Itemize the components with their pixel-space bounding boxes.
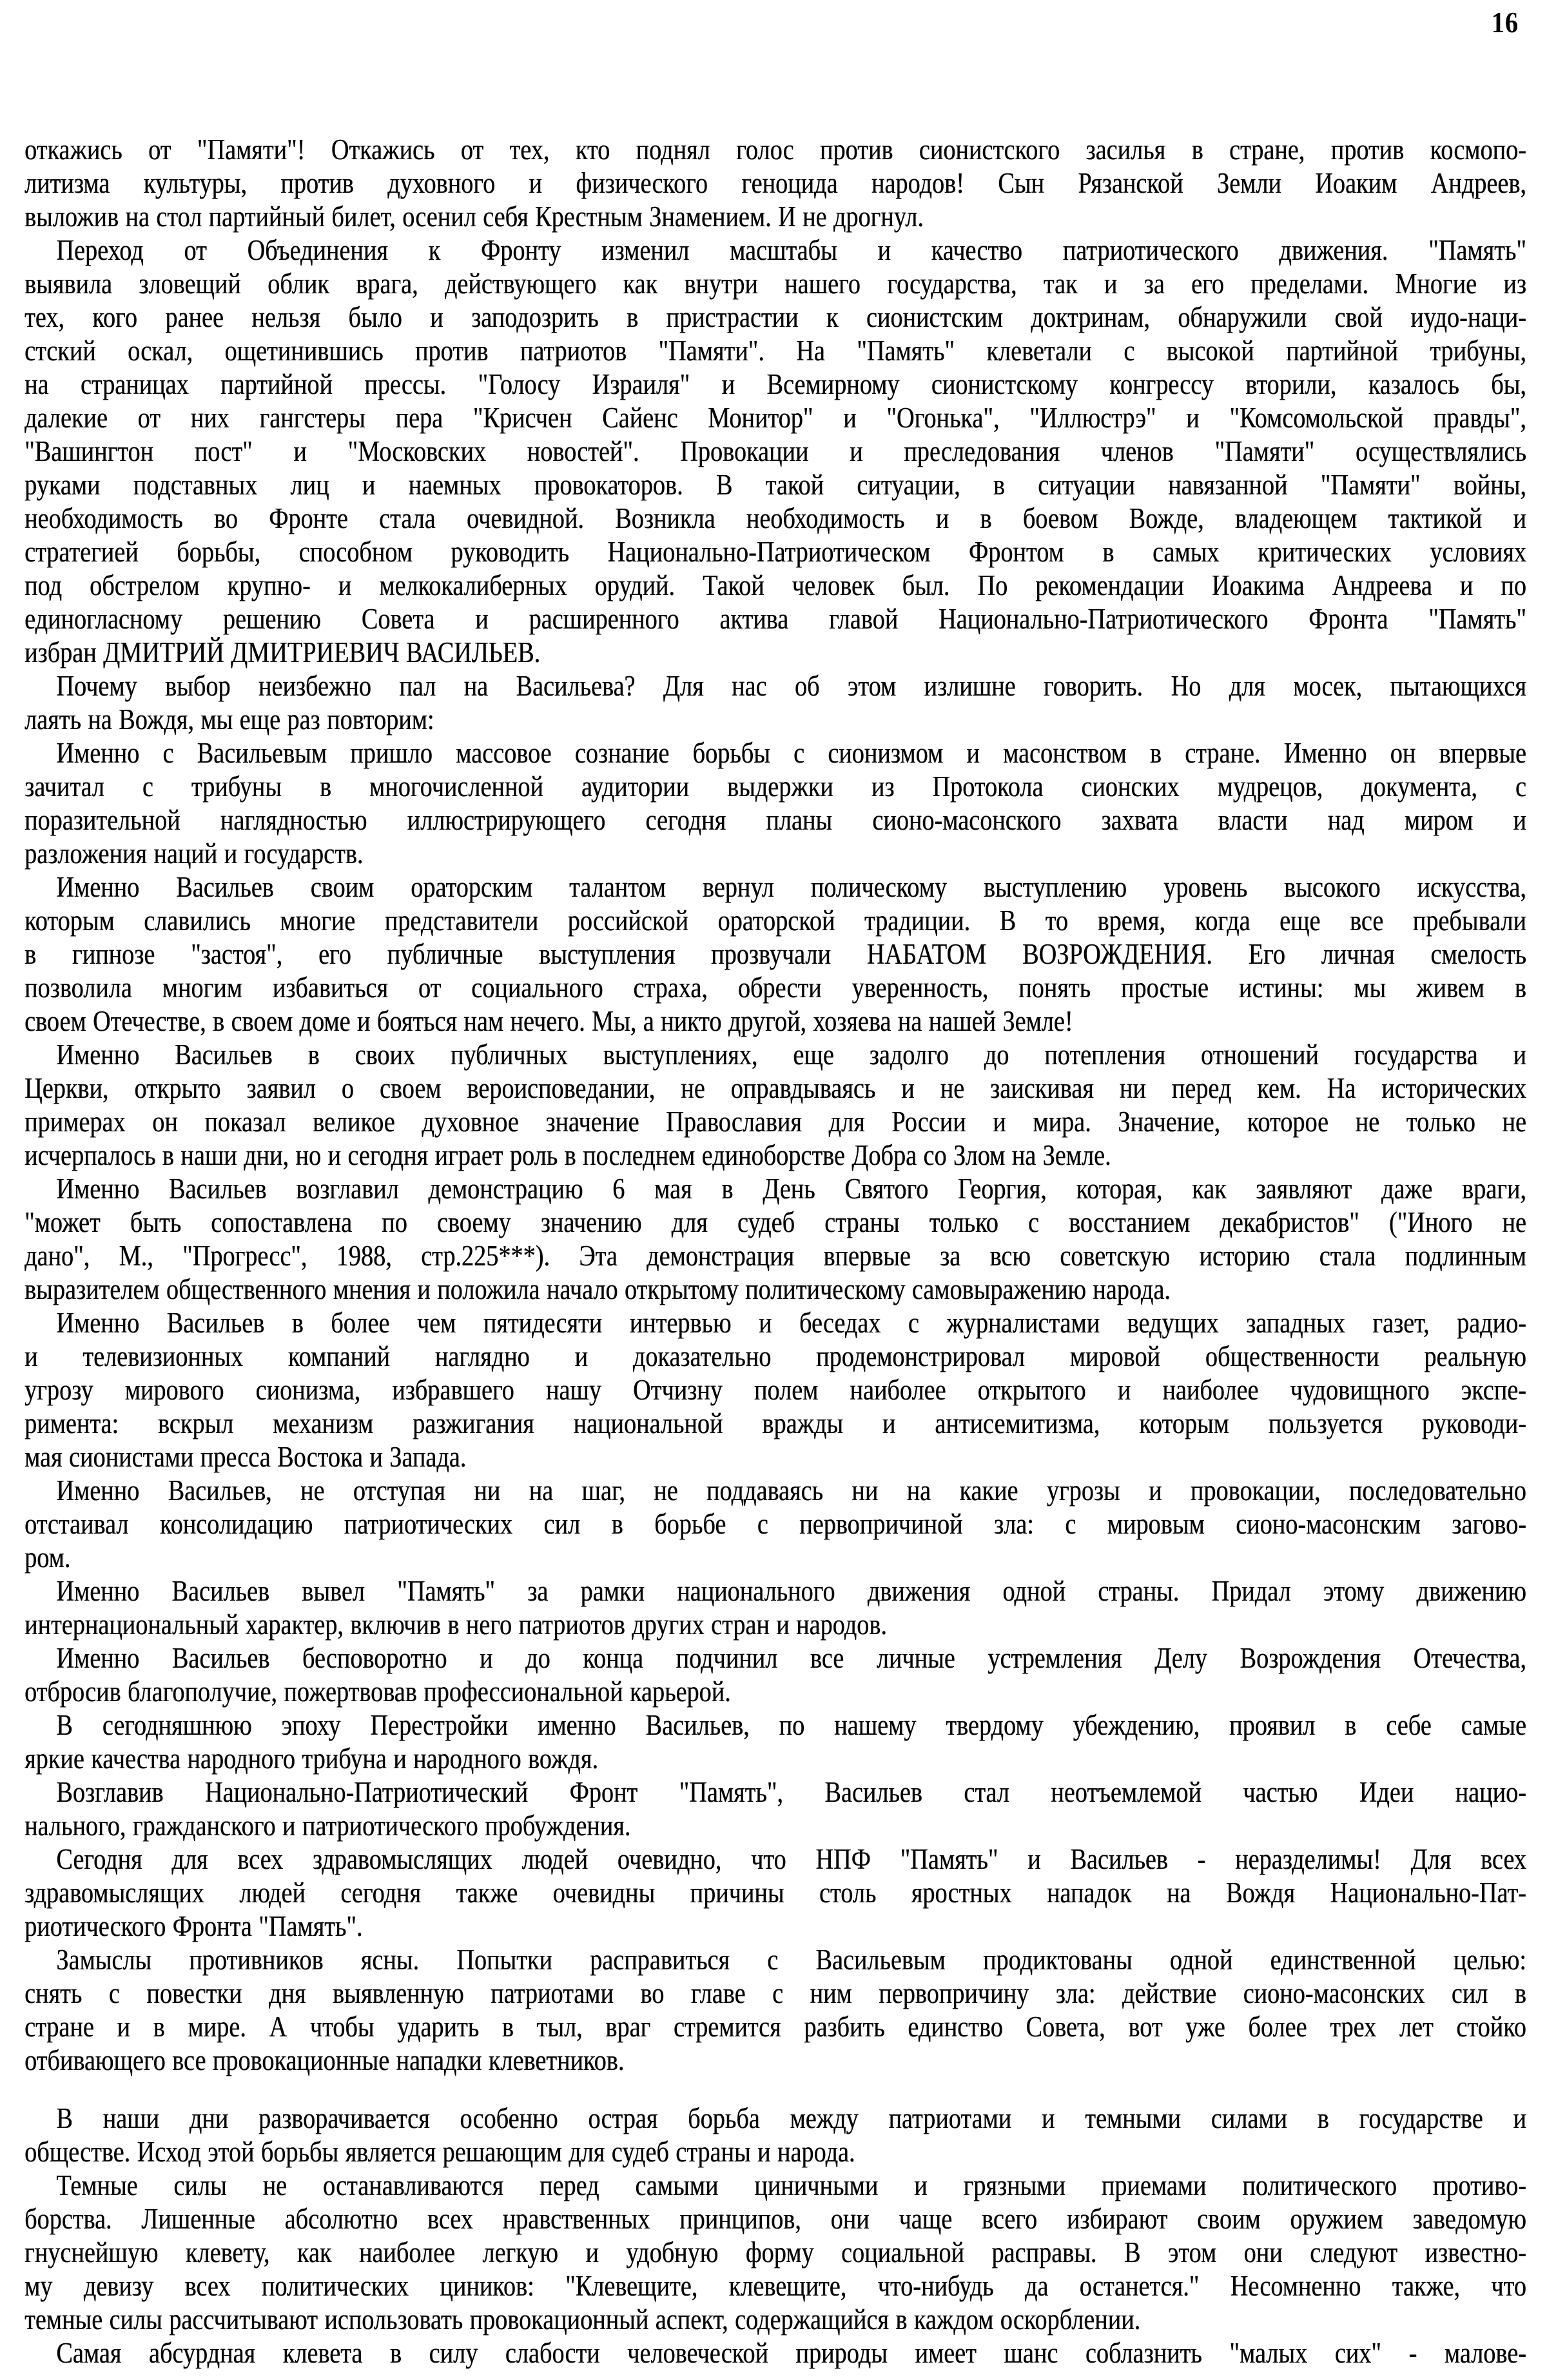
text-line: лаять на Вождя, мы еще раз повторим:	[24, 703, 434, 736]
text-line: разложения наций и государств.	[24, 837, 364, 870]
text-line: исчерпалось в наши дни, но и сегодня играет роль в последнем единоборстве Добра со Злом на Земле.	[24, 1139, 1111, 1171]
text-line: поразительной наглядностью иллюстрирующего сегодня планы сионо-масонского захвата власти над миром и	[24, 804, 1526, 836]
text-line: угрозу мирового сионизма, избравшего нашу Отчизну полем наиболее открытого и наиболее чудовищного экспе-	[24, 1374, 1526, 1406]
text-line: риотического Фронта "Память".	[24, 1910, 363, 1942]
text-line: Именно с Васильевым пришло массовое сознание борьбы с сионизмом и масонством в стране. Именно он впервые	[56, 737, 1526, 769]
paragraph	[24, 2336, 1526, 2370]
text-line: Самая абсурдная клевета в силу слабости человеческой природы имеет шанс соблазнить "малых сих" - малове-	[56, 2337, 1526, 2369]
text-line: отбивающего все провокационные нападки клеветников.	[24, 2044, 625, 2076]
text-line: "Вашингтон пост" и "Московских новостей". Провокации и преследования членов "Памяти" осуществлялись	[24, 435, 1526, 467]
text-line: далекие от них гангстеры пера "Крисчен Сайенс Монитор" и "Огонька", "Иллюстрэ" и "Комсомольской правды",	[24, 402, 1526, 434]
text-line: гнуснейшую клевету, как наиболее легкую и удобную форму социальной расправы. В этом они следуют известно-	[24, 2236, 1526, 2268]
text-line: Возглавив Национально-Патриотический Фронт "Память", Васильев стал неотъемлемой частью Идеи нацио-	[56, 1776, 1526, 1808]
text-line: руками подставных лиц и наемных провокаторов. В такой ситуации, в ситуации навязанной "Памяти" войны,	[24, 469, 1526, 501]
text-line: Почему выбор неизбежно пал на Васильева? Для нас об этом излишне говорить. Но для мосек, пытающихся	[56, 670, 1526, 702]
text-line: тех, кого ранее нельзя было и заподозрить в пристрастии к сионистским доктринам, обнаружили свой иудо-наци-	[24, 301, 1526, 333]
page-number: 16	[1491, 6, 1519, 39]
text-line: Именно Васильев в более чем пятидесяти интервью и беседах с журналистами ведущих западных газет, радио-	[56, 1307, 1526, 1339]
text-line: Именно Васильев своим ораторским талантом вернул полическому выступлению уровень высокого искусства,	[56, 871, 1526, 903]
text-line: дано", М., "Прогресс", 1988, стр.225***). Эта демонстрация впервые за всю советскую историю стала подлинным	[24, 1240, 1526, 1272]
text-line: Переход от Объединения к Фронту изменил масштабы и качество патриотического движения. "Память"	[56, 234, 1526, 266]
text-line: отстаивал консолидацию патриотических сил в борьбе с первопричиной зла: с мировым сионо-масонским загово-	[24, 1508, 1526, 1540]
paragraph	[24, 1574, 1526, 1641]
text-line: своем Отечестве, в своем доме и бояться нам нечего. Мы, а никто другой, хозяева на нашей Земле!	[24, 1005, 1073, 1037]
text-line: Именно Васильев в своих публичных выступлениях, еще задолго до потепления отношений государства и	[56, 1039, 1526, 1071]
paragraph	[24, 1842, 1526, 1943]
text-line: ром.	[24, 1541, 71, 1574]
text-line: интернациональный характер, включив в него патриотов других стран и народов.	[24, 1608, 887, 1641]
paragraph	[24, 1943, 1526, 2077]
text-column	[24, 133, 1526, 2370]
text-line: и телевизионных компаний наглядно и доказательно продемонстрировал мировой общественности реальную	[24, 1340, 1526, 1372]
text-line: му девизу всех политических циников: "Клевещите, клевещите, что-нибудь да останется." Несомненно также, что	[24, 2270, 1526, 2302]
paragraph	[24, 1306, 1526, 1474]
text-block	[24, 133, 1526, 2370]
text-line: Замыслы противников ясны. Попытки расправиться с Васильевым продиктованы одной единственной целью:	[56, 1944, 1526, 1976]
paragraph	[24, 1641, 1526, 1708]
text-line: Темные силы не останавливаются перед самыми циничными и грязными приемами политического противо-	[56, 2169, 1526, 2201]
text-line: которым славились многие представители российской ораторской традиции. В то время, когда еще все пребывали	[24, 904, 1526, 937]
text-line: мая сионистами пресса Востока и Запада.	[24, 1441, 467, 1473]
text-line: нального, гражданского и патриотического пробуждения.	[24, 1809, 631, 1842]
text-line: на страницах партийной прессы. "Голосу Израиля" и Всемирному сионистскому конгрессу вторили, казалось бы,	[24, 368, 1526, 400]
text-line: Именно Васильев, не отступая ни на шаг, не поддаваясь ни на какие угрозы и провокации, последовательно	[56, 1474, 1526, 1507]
text-line: Церкви, открыто заявил о своем вероисповедании, не оправдываясь и не заискивая ни перед кем. На исторических	[24, 1072, 1526, 1104]
text-line: в гипнозе "застоя", его публичные выступления прозвучали НАБАТОМ ВОЗРОЖДЕНИЯ. Его личная смелость	[24, 938, 1526, 970]
paragraph	[24, 1038, 1526, 1172]
text-line: откажись от "Памяти"! Откажись от тех, кто поднял голос против сионистского засилья в стране, против космопо-	[24, 133, 1526, 166]
text-line: обществе. Исход этой борьбы является решающим для судеб страны и народа.	[24, 2136, 855, 2168]
text-line: снять с повестки дня выявленную патриотами во главе с ним первопричину зла: действие сионо-масонских сил в	[24, 1977, 1526, 2009]
text-line: примерах он показал великое духовное значение Православия для России и мира. Значение, которое не только не	[24, 1106, 1526, 1138]
text-line: стране и в мире. А чтобы ударить в тыл, враг стремится разбить единство Совета, вот уже более трех лет стойко	[24, 2011, 1526, 2043]
text-line: отбросив благополучие, пожертвовав профессиональной карьерой.	[24, 1675, 731, 1708]
text-line: Именно Васильев возглавил демонстрацию 6 мая в День Святого Георгия, которая, как заявляют даже враги,	[56, 1173, 1526, 1205]
text-line: необходимость во Фронте стала очевидной. Возникла необходимость и в боевом Вожде, владеющем тактикой и	[24, 502, 1526, 534]
text-line: выразителем общественного мнения и положила начало открытому политическому самовыражению народа.	[24, 1273, 1171, 1305]
text-line: избран ДМИТРИЙ ДМИТРИЕВИЧ ВАСИЛЬЕВ.	[24, 636, 541, 668]
text-line: зачитал с трибуны в многочисленной аудитории выдержки из Протокола сионских мудрецов, документа, с	[24, 770, 1526, 803]
paragraph	[24, 2169, 1526, 2336]
text-line: здравомыслящих людей сегодня также очевидны причины столь яростных нападок на Вождя Национально-Пат-	[24, 1877, 1526, 1909]
paragraph	[24, 1172, 1526, 1306]
text-line: римента: вскрыл механизм разжигания национальной вражды и антисемитизма, которым пользуется руководи-	[24, 1407, 1526, 1439]
text-line: стский оскал, ощетинившись против патриотов "Памяти". На "Память" клеветали с высокой партийной трибуны,	[24, 335, 1526, 367]
paragraph	[24, 870, 1526, 1038]
text-line: Именно Васильев бесповоротно и до конца подчинил все личные устремления Делу Возрождения Отечества,	[56, 1642, 1526, 1674]
text-line: позволила многим избавиться от социального страха, обрести уверенность, понять простые истины: мы живем в	[24, 971, 1526, 1004]
text-line: Сегодня для всех здравомыслящих людей очевидно, что НПФ "Память" и Васильев - неразделимы! Для всех	[56, 1843, 1526, 1875]
text-line: яркие качества народного трибуна и народного вождя.	[24, 1742, 598, 1775]
text-line: темные силы рассчитывают использовать провокационный аспект, содержащийся в каждом оскорблении.	[24, 2303, 1141, 2336]
text-line: под обстрелом крупно- и мелкокалиберных орудий. Такой человек был. По рекомендации Иоакима Андреева и по	[24, 569, 1526, 601]
paragraph	[24, 1775, 1526, 1842]
paragraph	[24, 1708, 1526, 1775]
paragraph	[24, 2102, 1526, 2169]
paragraph	[24, 736, 1526, 870]
text-line: Именно Васильев вывел "Память" за рамки национального движения одной страны. Придал этому движению	[56, 1575, 1526, 1607]
text-line: В сегодняшнюю эпоху Перестройки именно Васильев, по нашему твердому убеждению, проявил в себе самые	[56, 1709, 1526, 1741]
text-line: борства. Лишенные абсолютно всех нравственных принципов, они чаще всего избирают своим оружием заведомую	[24, 2203, 1526, 2235]
text-line: "может быть сопоставлена по своему значению для судеб страны только с восстанием декабристов" ("Иного не	[24, 1206, 1526, 1238]
text-line: стратегией борьбы, способном руководить Национально-Патриотическом Фронтом в самых критических условиях	[24, 536, 1526, 568]
paragraph	[24, 233, 1526, 669]
paragraph	[24, 133, 1526, 233]
text-line: выложив на стол партийный билет, осенил себя Крестным Знамением. И не дрогнул.	[24, 200, 924, 233]
text-line: единогласному решению Совета и расширенного актива главой Национально-Патриотического Фронта "Память"	[24, 603, 1526, 635]
paragraph	[24, 669, 1526, 736]
text-line: В наши дни разворачивается особенно острая борьба между патриотами и темными силами в государстве и	[56, 2102, 1526, 2134]
text-line: выявила зловещий облик врага, действующего как внутри нашего государства, так и за его пределами. Многие из	[24, 268, 1526, 300]
text-line: литизма культуры, против духовного и физического геноцида народов! Сын Рязанской Земли Иоаким Андреев,	[24, 167, 1526, 199]
paragraph	[24, 1474, 1526, 1574]
